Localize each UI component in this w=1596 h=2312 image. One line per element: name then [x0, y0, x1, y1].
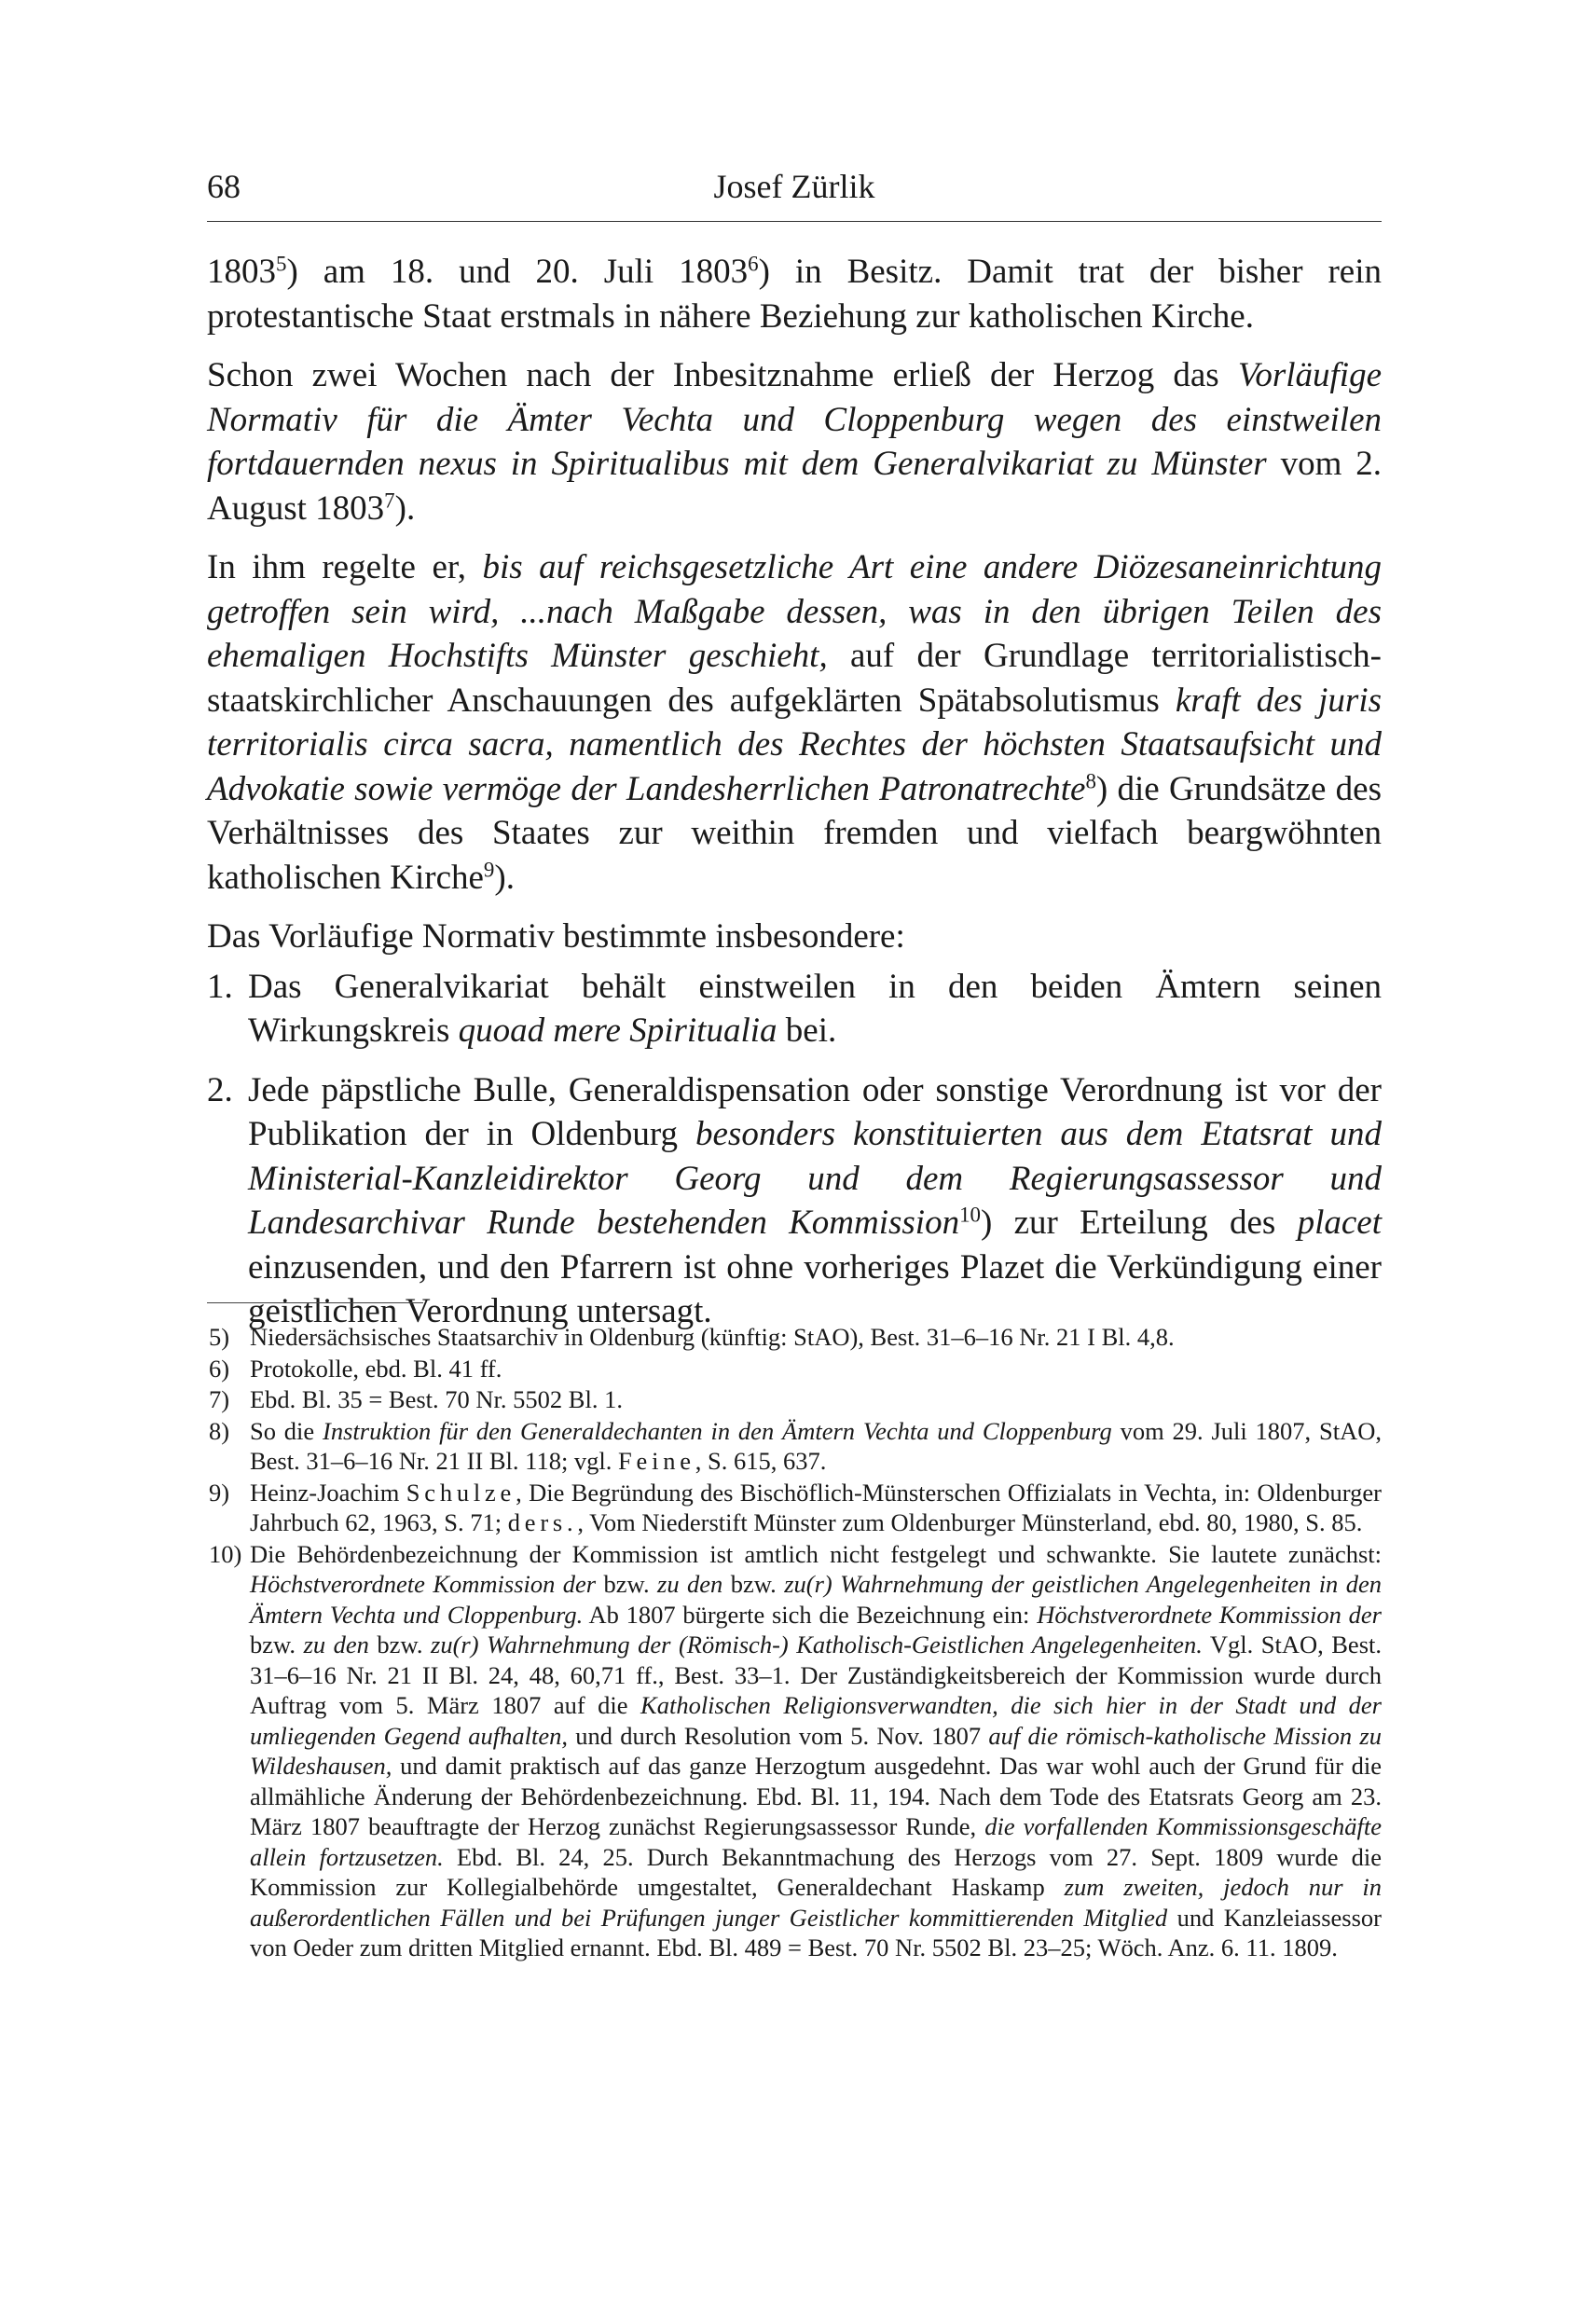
footnote-6: 6) Protokolle, ebd. Bl. 41 ff. — [209, 1354, 502, 1383]
page-header — [207, 166, 1382, 222]
footnote-7: 7) Ebd. Bl. 35 = Best. 70 Nr. 5502 Bl. 1. — [209, 1385, 623, 1413]
numbered-list — [207, 965, 1382, 1334]
footnote-rule — [207, 1302, 423, 1303]
paragraph-3: In ihm regelte er, bis auf reichsgesetzliche Art eine andere Diözesaneinrichtung getroffen sein wird, ...nach Maßgabe dessen, was in den übrigen Teilen des ehemaligen Hochstifts Münster geschieht, auf der Grundlage territorialistisch-staatskirchlicher Anschauungen des aufgeklärten Spätabsolutismus kraft des juris territorialis circa sacra, namentlich des Rechtes der höchsten Staatsaufsicht und Advokatie sowie vermöge der Landesherrlichen Patronatrechte$^8$) die Grundsätze des Verhältnisses des Staates zur weithin fremden und vielfach beargwöhnten katholischen Kirche$^9$). — [207, 548, 1383, 897]
header-rule — [207, 221, 1382, 222]
running-head: Josef Zürlik — [713, 168, 875, 205]
paragraph-4: Das Vorläufige Normativ bestimmte insbesondere: — [207, 917, 905, 956]
footnote-ref-8: 8 — [1085, 768, 1096, 792]
footnote-ref-7: 7 — [384, 488, 395, 512]
footnote-ref-10: 10 — [959, 1203, 982, 1227]
list-item: 1. Das Generalvikariat behält einstweilen in den beiden Ämtern seinen Wirkungskreis quoad mere Spiritualia bei. — [207, 965, 1382, 1053]
footnote-ref-5: 5 — [276, 252, 287, 276]
paragraph-2: Schon zwei Wochen nach der Inbesitznahme erließ der Herzog das Vorläufige Normativ für die Ämter Vechta und Cloppenburg wegen des einstweilen fortdauernden nexus in Spiritualibus mit dem Generalvikariat zu Münster vom 2. August 1803$^7$). — [207, 356, 1382, 528]
footnote-8: 8) So die Instruktion für den Generaldechanten in den Ämtern Vechta und Cloppenburg vom 29. Juli 1807, StAO, Best. 31–6–16 Nr. 21 II Bl. 118; vgl. Feine, S. 615, 637. — [209, 1416, 1382, 1475]
paragraph-1: 1803$^5$) am 18. und 20. Juli 1803$^6$) in Besitz. Damit trat der bisher rein protestantische Staat erstmals in nähere Beziehung zur katholischen Kirche. — [207, 252, 1383, 336]
footnote-10: 10) Die Behördenbezeichnung der Kommission ist amtlich nicht festgelegt und schwankte. Sie lautete zunächst: Höchstverordnete Kommission der bzw. zu den bzw. zu(r) Wahrnehmung der geistlichen Angelegenheiten in den Ämtern Vechta und Cloppenburg. Ab 1807 bürgerte sich die Bezeichnung ein: Höchstverordnete Kommission der bzw. zu den bzw. zu(r) Wahrnehmung der (Römisch-) Katholisch-Geistlichen Angelegenheiten. Vgl. StAO, Best. 31–6–16 Nr. 21 II Bl. 24, 48, 60,71 ff., Best. 33–1. Der Zuständigkeitsbereich der Kommission wurde durch Auftrag vom 5. März 1807 auf die Katholischen Religionsverwandten, die sich hier in der Stadt und der umliegenden Gegend aufhalten, und durch Resolution vom 5. Nov. 1807 auf die römisch-katholische Mission zu Wildeshausen, und damit praktisch auf das ganze Herzogtum ausgedehnt. Das war wohl auch der Grund für die allmähliche Änderung der Behördenbezeichnung. Ebd. Bl. 11, 194. Nach dem Tode des Etatsrats Georg am 23. März 1807 beauftragte der Herzog zunächst Regierungsassessor Runde, die vorfallenden Kommissionsgeschäfte allein fortzusetzen. Ebd. Bl. 24, 25. Durch Bekanntmachung des Herzogs vom 27. Sept. 1809 wurde die Kommission zur Kollegialbehörde umgestaltet, Generaldechant Haskamp zum zweiten, jedoch nur in außerordentlichen Fällen und bei Prüfungen junger Geistlicher kommittierenden Mitglied und Kanzleiassessor von Oeder zum dritten Mitglied ernannt. Ebd. Bl. 489 = Best. 70 Nr. 5502 Bl. 23–25; Wöch. Anz. 6. 11. 1809. — [209, 1539, 1383, 1961]
list-number: 2. — [207, 1070, 233, 1109]
footnotes — [207, 1322, 1382, 1964]
body-text — [207, 250, 1382, 1349]
footnote-ref-6: 6 — [748, 252, 759, 276]
list-item: 2. Jede päpstliche Bulle, Generaldispensation oder sonstige Verordnung ist vor der Publikation der in Oldenburg besonders konstituierten aus dem Etatsrat und Ministerial-Kanzleidirektor Georg und dem Regierungsassessor und Landesarchivar Runde bestehenden Kommission$^{10}$) zur Erteilung des placet einzusenden, und den Pfarrern ist ohne vorheriges Plazet die Verkündigung einer geistlichen Verordnung untersagt. — [207, 1068, 1382, 1334]
footnote-ref-9: 9 — [483, 857, 495, 881]
footnote-5: 5) Niedersächsisches Staatsarchiv in Oldenburg (künftig: StAO), Best. 31–6–16 Nr. 21 I Bl. 4,8. — [209, 1323, 1175, 1351]
page-number: 68 — [207, 168, 241, 205]
list-number: 1. — [207, 967, 233, 1006]
quote-italic-2: kraft des juris territorialis circa sacra, namentlich des Rechtes der höchsten Staatsaufsicht und Advokatie sowie vermöge der Landesherrlichen Patronatrechte — [207, 681, 1383, 808]
normativ-title: Vorläufige Normativ für die Ämter Vechta und Cloppenburg wegen des einstweilen fortdauernden nexus in Spiritualibus mit dem Generalvikariat zu Münster — [207, 356, 1382, 483]
quote-italic-1: bis auf reichsgesetzliche Art eine andere Diözesaneinrichtung getroffen sein wird, ...nach Maßgabe dessen, was in den übrigen Teilen des ehemaligen Hochstifts Münster geschieht, — [207, 548, 1383, 675]
footnote-9: 9) Heinz-Joachim Schulze, Die Begründung des Bischöflich-Münsterschen Offizialats in Vechta, in: Oldenburger Jahrbuch 62, 1963, S. 71; ders., Vom Niederstift Münster zum Oldenburger Münsterland, ebd. 80, 1980, S. 85. — [209, 1478, 1382, 1536]
